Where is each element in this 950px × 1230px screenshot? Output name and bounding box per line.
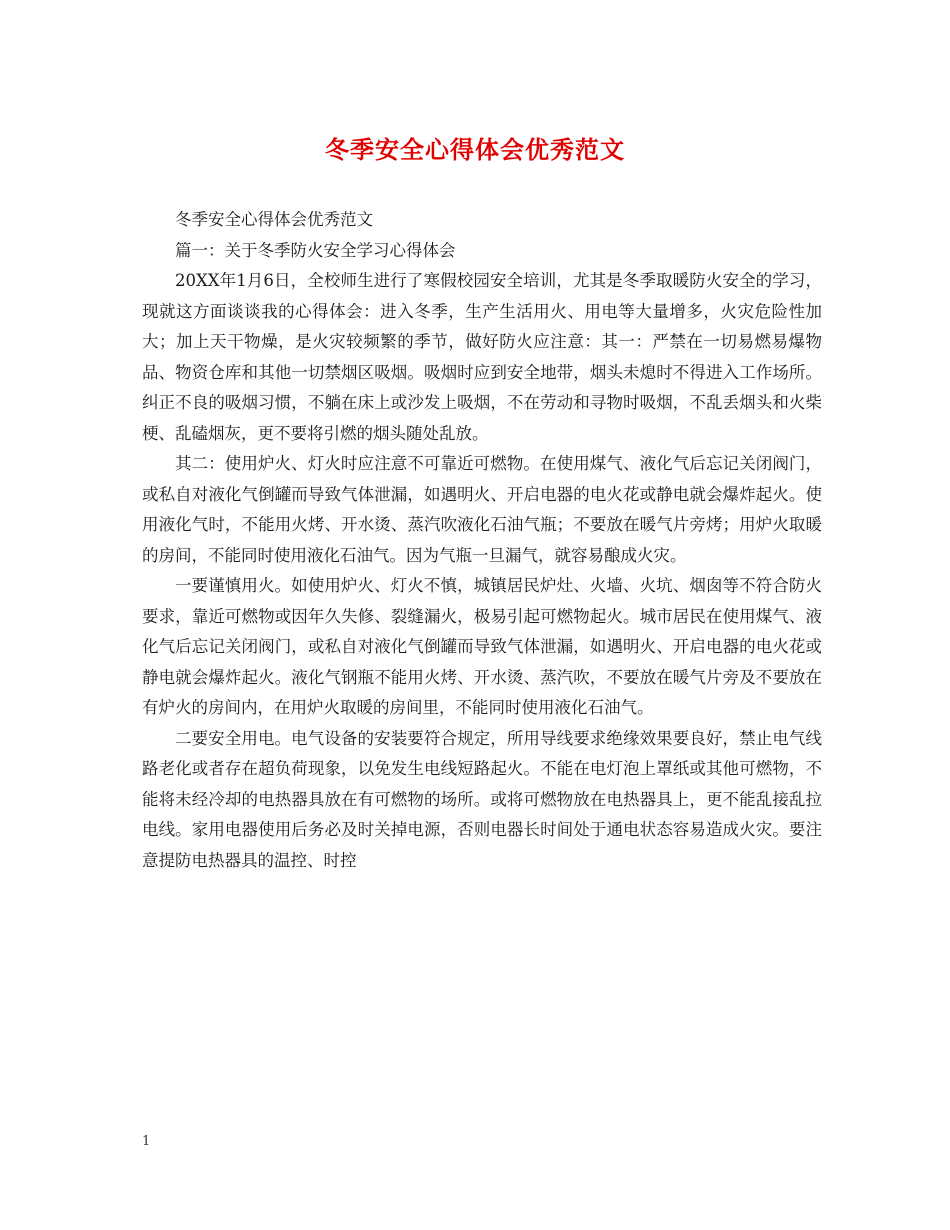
paragraph-section-title: 篇一：关于冬季防火安全学习心得体会: [175, 240, 456, 260]
paragraph-heading: 冬季安全心得体会优秀范文: [175, 210, 373, 229]
paragraph-careful-fire: 一要谨慎用火。如使用炉火、灯火不慎，城镇居民炉灶、火墙、火坑、烟囱等不符合防火要求，靠近可燃物或因年久失修、裂缝漏火，极易引起可燃物起火。城市居民在使用煤气、液化气后忘记关闭阀门，或私自对液化气倒罐而导致气体泄漏，如遇明火、开启电器的电火花或静电就会爆炸起火。液化气钢瓶不能用火烤、开水烫、蒸汽吹，不要放在暖气片旁及不要放在有炉火的房间内，在用炉火取暖的房间里，不能同时使用液化石油气。: [142, 576, 822, 717]
page-number: 1: [142, 1134, 151, 1149]
paragraph-point-two: 其二：使用炉火、灯火时应注意不可靠近可燃物。在使用煤气、液化气后忘记关闭阀门，或私自对液化气倒罐而导致气体泄漏，如遇明火、开启电器的电火花或静电就会爆炸起火。使用液化气时，不能用火烤、开水烫、蒸汽吹液化石油气瓶；不要放在暖气片旁烤；用炉火取暖的房间，不能同时使用液化石油气。因为气瓶一旦漏气，就容易酿成火灾。: [142, 454, 822, 565]
paragraph-intro: 20XX年1月6日，全校师生进行了寒假校园安全培训，尤其是冬季取暖防火安全的学习，现就这方面谈谈我的心得体会：进入冬季，生产生活用火、用电等大量增多，火灾危险性加大；加上天干物燥，是火灾较频繁的季节，做好防火应注意：其一：严禁在一切易燃易爆物品、物资仓库和其他一切禁烟区吸烟。吸烟时应到安全地带，烟头未熄时不得进入工作场所。纠正不良的吸烟习惯，不躺在床上或沙发上吸烟，不在劳动和寻物时吸烟，不乱丢烟头和火柴梗、乱磕烟灰，更不要将引燃的烟头随处乱放。: [142, 271, 822, 443]
paragraph-safe-electricity: 二要安全用电。电气设备的安装要符合规定，所用导线要求绝缘效果要良好，禁止电气线路老化或者存在超负荷现象，以免发生电线短路起火。不能在电灯泡上罩纸或其他可燃物，不能将未经冷却的电热器具放在有可燃物的场所。或将可燃物放在电热器具上，更不能乱接乱拉电线。家用电器使用后务必及时关掉电源，否则电器长时间处于通电状态容易造成火灾。要注意提防电热器具的温控、时控: [142, 728, 822, 870]
document-title: 冬季安全心得体会优秀范文: [325, 135, 625, 164]
document-body: [142, 205, 822, 876]
